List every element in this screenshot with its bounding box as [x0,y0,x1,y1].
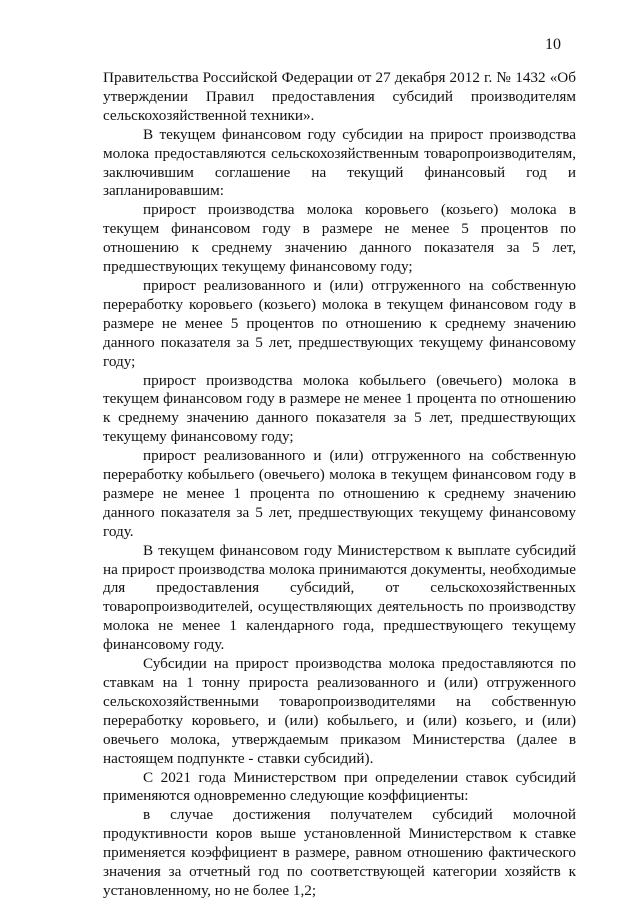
paragraph-cow-milk-production: прирост производства молока коровьего (козьего) молока в текущем финансовом году в размере не менее 5 процентов по отношению к среднему значению данного показателя за 5 лет, предшествующих текущему финансовому году; [103,201,576,276]
document-body [103,69,576,901]
page-number: 10 [545,36,561,53]
paragraph-mare-milk-sales: прирост реализованного и (или) отгруженного на собственную переработку кобыльего (овечьего) молока в текущем финансовом году в размере не менее 1 процента по отношению к среднему значению данного показателя за 5 лет, предшествующих текущему финансовому году. [103,447,576,540]
paragraph-documents-acceptance: В текущем финансовом году Министерством к выплате субсидий на прирост производства молока принимаются документы, необходимые для предоставления субсидий, от сельскохозяйственных товаропроизводителей, осуществляющих деятельность по производству молока не менее 1 календарного года, предшествующего текущему финансовому году. [103,541,576,654]
paragraph-coefficients-intro: С 2021 года Министерством при определении ставок субсидий применяются одновременно следующие коэффициенты: [103,768,576,805]
paragraph-subsidy-rates: Субсидии на прирост производства молока предоставляются по ставкам на 1 тонну прироста реализованного и (или) отгруженного сельскохозяйственными товаропроизводителями на собственную переработку коровьего, и (или) кобыльего, и (или) козьего, и (или) овечьего молока, утверждаемым приказом Министерства (далее в настоящем подпункте - ставки субсидий). [103,655,576,767]
paragraph-subsidy-conditions: В текущем финансовом году субсидии на прирост производства молока предоставляются сельскохозяйственным товаропроизводителям, заключившим соглашение на текущий финансовый год и запланировавшим: [103,125,576,200]
paragraph-government-decree: Правительства Российской Федерации от 27 декабря 2012 г. № 1432 «Об утверждении Правил предоставления субсидий производителям сельскохозяйственной техники». [103,69,576,124]
paragraph-productivity-coefficient: в случае достижения получателем субсидий молочной продуктивности коров выше установленной Министерством к ставке применяется коэффициент в размере, равном отношению фактического значения за отчетный год по соответствующей категории хозяйств к установленному, но не более 1,2; [103,806,576,899]
paragraph-mare-milk-production: прирост производства молока кобыльего (овечьего) молока в текущем финансовом году в размере не менее 1 процента по отношению к среднему значению данного показателя за 5 лет, предшествующих текущему финансовому году; [103,371,576,446]
paragraph-cow-milk-sales: прирост реализованного и (или) отгруженного на собственную переработку коровьего (козьего) молока в текущем финансовом году в размере не менее 5 процентов по отношению к среднему значению данного показателя за 5 лет, предшествующих текущему финансовому году; [103,276,576,370]
